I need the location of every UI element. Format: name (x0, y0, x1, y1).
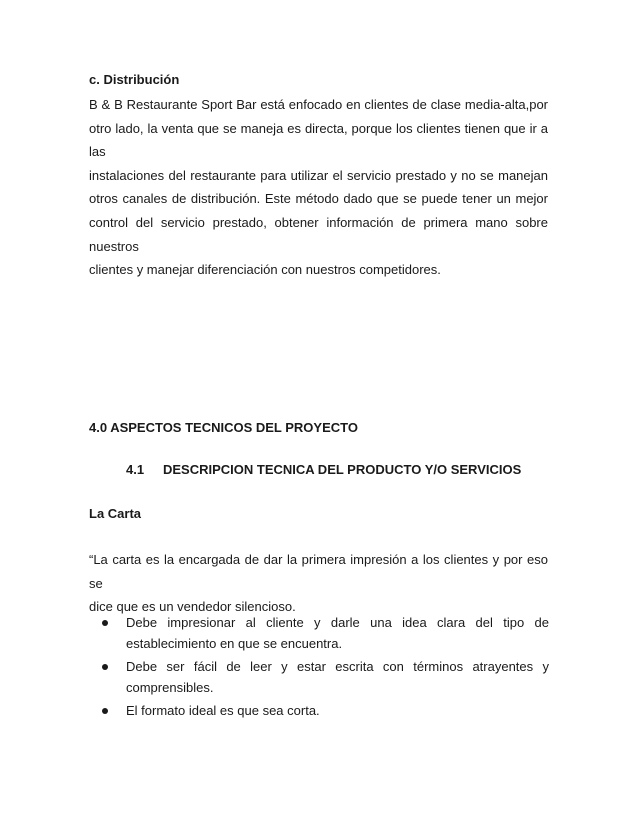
bullet-line: El formato ideal es que sea corta. (126, 703, 320, 718)
section-heading-distribucion: c. Distribución (89, 72, 180, 87)
subsection-number: 4.1 (126, 462, 145, 477)
list-item (89, 700, 549, 721)
bullet-line: comprensibles. (126, 680, 214, 695)
paragraph-line: otro lado, la venta que se maneja es directa, porque los clientes tienen que ir a las (89, 120, 548, 160)
bullet-list (89, 612, 549, 723)
distribucion-paragraph (89, 93, 548, 282)
la-carta-quote (89, 548, 548, 619)
paragraph-line: clientes y manejar diferenciación con nuestros competidores. (89, 262, 441, 278)
la-carta-heading: La Carta (89, 506, 142, 521)
bullet-line: Debe impresionar al cliente y darle una idea clara del tipo de (126, 615, 549, 630)
subsection-title: DESCRIPCION TECNICA DEL PRODUCTO Y/O SERVICIOS (163, 462, 522, 477)
list-item (89, 656, 549, 698)
paragraph-line: dice que es un vendedor silencioso. (89, 599, 296, 615)
bullet-dot-icon (102, 620, 108, 626)
bullet-dot-icon (102, 664, 108, 670)
section-heading-aspectos-tecnicos: 4.0 ASPECTOS TECNICOS DEL PROYECTO (89, 420, 358, 435)
list-item (89, 612, 549, 654)
paragraph-line: otros canales de distribución. Este método dado que se puede tener un mejor (89, 191, 548, 207)
paragraph-line: B & B Restaurante Sport Bar está enfocado en clientes de clase media-alta,por (89, 97, 548, 112)
paragraph-line: control del servicio prestado, obtener información de primera mano sobre nuestros (89, 214, 548, 254)
bullet-line: Debe ser fácil de leer y estar escrita con términos atrayentes y (126, 659, 549, 674)
paragraph-line: instalaciones del restaurante para utilizar el servicio prestado y no se manejan (89, 167, 548, 183)
paragraph-line: “La carta es la encargada de dar la primera impresión a los clientes y por eso se (89, 552, 548, 591)
bullet-dot-icon (102, 708, 108, 714)
bullet-line: establecimiento en que se encuentra. (126, 636, 343, 651)
